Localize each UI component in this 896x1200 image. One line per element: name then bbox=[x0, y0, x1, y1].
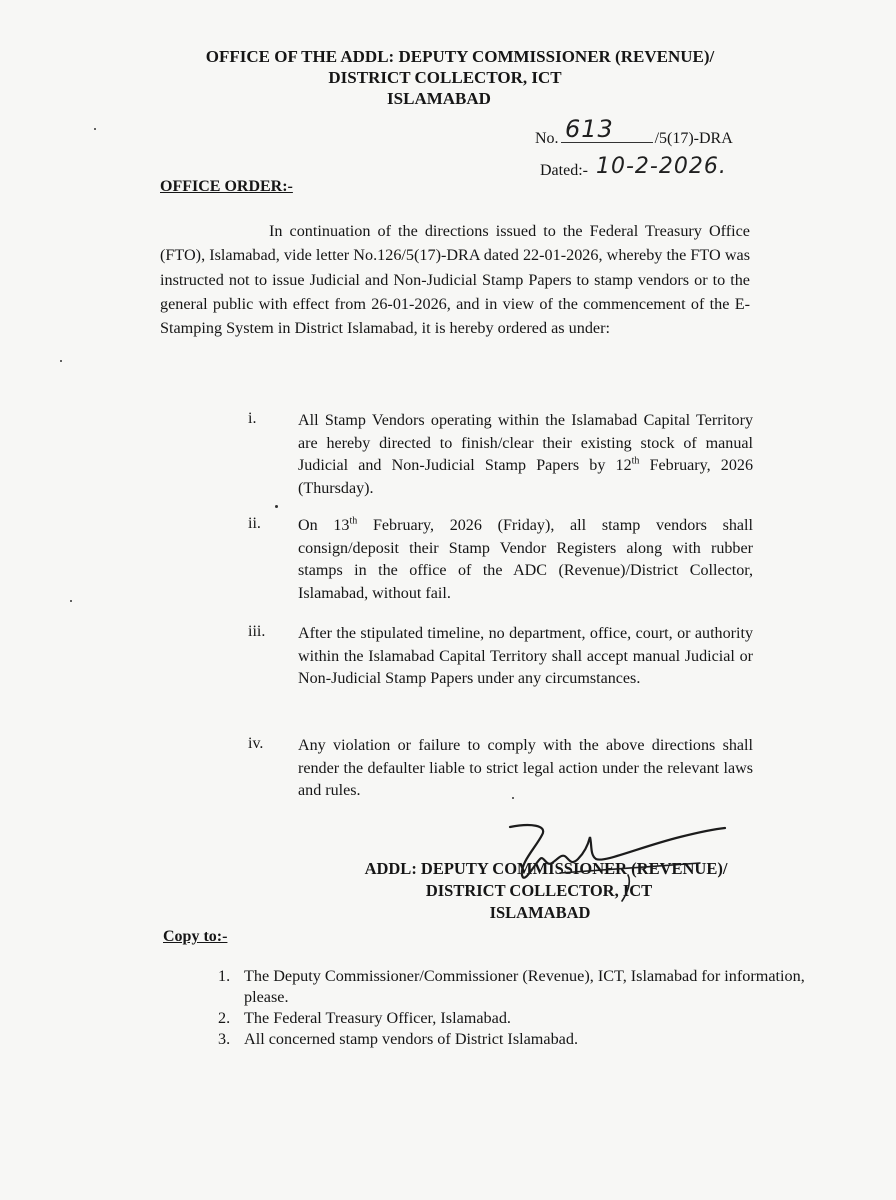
scan-speck bbox=[60, 360, 62, 362]
scan-speck bbox=[70, 600, 72, 602]
copy-to-list bbox=[218, 966, 818, 1050]
reference-date bbox=[540, 154, 727, 180]
direction-text: All Stamp Vendors operating within the Islamabad Capital Territory are hereby directed to finish/clear their existing stock of manual Judicial and Non-Judicial Stamp Papers by 12th February, 2026 (Thursday). bbox=[298, 412, 753, 497]
copy-to-item bbox=[218, 966, 818, 1008]
copy-to-text: All concerned stamp vendors of District Islamabad. bbox=[244, 1030, 578, 1048]
signatory-district: DISTRICT COLLECTOR, ICT bbox=[425, 881, 653, 900]
direction-text: After the stipulated timeline, no department, office, court, or authority within the Islamabad Capital Territory shall accept manual Judicial or Non-Judicial Stamp Papers under any circumstances. bbox=[298, 625, 753, 688]
copy-to-title: Copy to:- bbox=[163, 928, 228, 945]
copy-to-text: The Federal Treasury Officer, Islamabad. bbox=[244, 1009, 511, 1027]
direction-number: i. bbox=[248, 410, 257, 427]
header-office-line: OFFICE OF THE ADDL: DEPUTY COMMISSIONER (REVENUE)/ bbox=[205, 47, 715, 66]
direction-text: Any violation or failure to comply with the above directions shall render the defaulter liable to strict legal action under the relevant laws and rules. bbox=[298, 737, 753, 800]
scan-speck bbox=[275, 505, 278, 508]
copy-to-text: The Deputy Commissioner/Commissioner (Revenue), ICT, Islamabad for information, please. bbox=[244, 967, 805, 1006]
header-city-line: ISLAMABAD bbox=[387, 89, 491, 108]
copy-to-item bbox=[218, 1029, 818, 1050]
order-title: OFFICE ORDER:- bbox=[160, 178, 293, 195]
scan-speck bbox=[512, 797, 514, 799]
copy-to-number: 3. bbox=[218, 1030, 231, 1048]
reference-no-handwritten: 613 bbox=[565, 115, 614, 143]
reference-number bbox=[535, 115, 733, 148]
copy-to-number: 1. bbox=[218, 967, 231, 985]
dated-handwritten: 10-2-2026. bbox=[596, 154, 727, 179]
copy-to-item bbox=[218, 1008, 818, 1029]
direction-number: ii. bbox=[248, 515, 261, 532]
dated-label: Dated:- bbox=[540, 162, 588, 179]
reference-no-suffix: /5(17)-DRA bbox=[654, 130, 733, 147]
copy-to-number: 2. bbox=[218, 1009, 231, 1027]
scan-speck bbox=[94, 128, 96, 130]
intro-paragraph: In continuation of the directions issued to the Federal Treasury Office (FTO), Islamabad, vide letter No.126/5(17)-DRA dated 22-01-2026, whereby the FTO was instructed not to issue Judicial and Non-Judicial Stamp Papers to stamp vendors or to the general public with effect from 26-01-2026, and in view of the commencement of the E-Stamping System in District Islamabad, it is hereby ordered as under: bbox=[160, 222, 750, 338]
handwritten-signature bbox=[500, 815, 740, 905]
header-district-line: DISTRICT COLLECTOR, ICT bbox=[328, 68, 562, 87]
direction-number: iv. bbox=[248, 735, 264, 752]
signatory-city: ISLAMABAD bbox=[489, 903, 591, 922]
direction-text: On 13th February, 2026 (Friday), all stamp vendors shall consign/deposit their Stamp Vendor Registers along with rubber stamps in the office of the ADC (Revenue)/District Collector, Islamabad, without fail. bbox=[298, 515, 753, 602]
signatory-title: ADDL: DEPUTY COMMISSIONER (REVENUE)/ bbox=[364, 859, 728, 878]
reference-no-label: No. bbox=[535, 130, 559, 147]
direction-number: iii. bbox=[248, 623, 266, 640]
